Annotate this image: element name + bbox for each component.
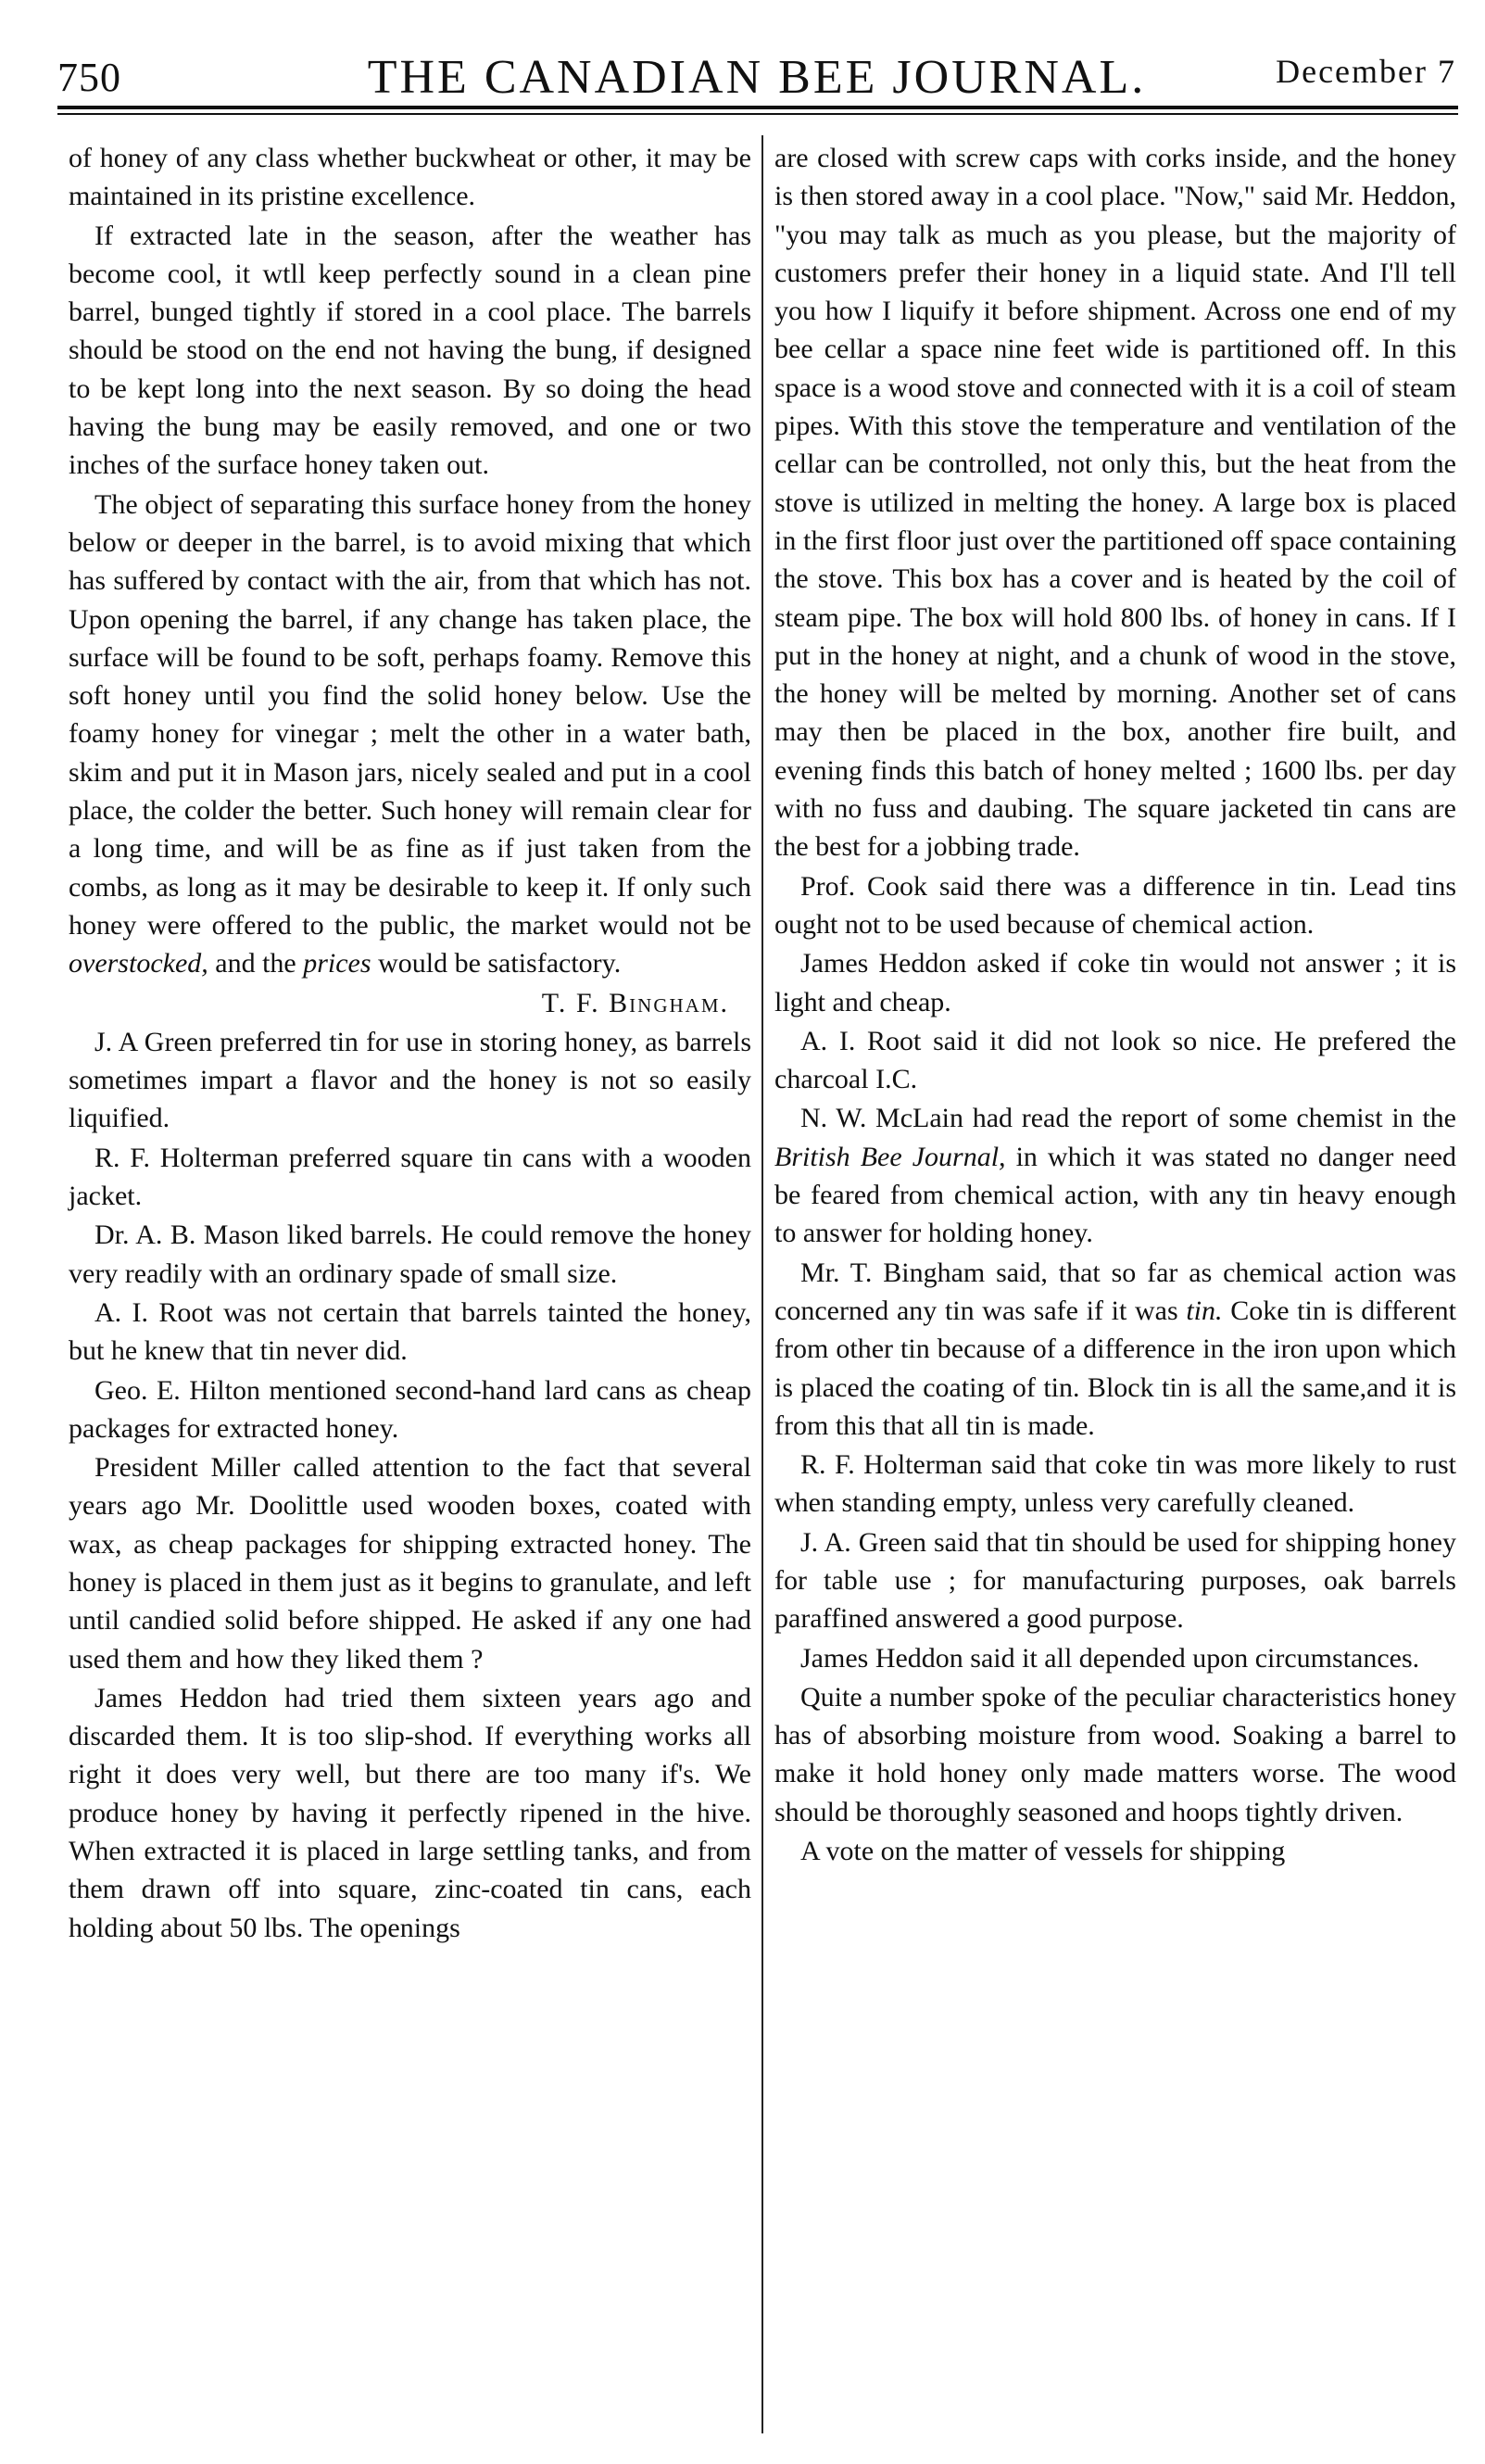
paragraph: President Miller called attention to the fact that several years ago Mr. Doolittle used wooden boxes, coated with wax, as cheap packages for shipping extracted honey. The honey is placed in them just as it begins to granulate, and left until candied solid before shipped. He asked if any one had used them and how they liked them ? [69, 1452, 751, 1674]
paragraph-text: N. W. McLain had read the report of some chemist in the [800, 1103, 1456, 1134]
paragraph-text: Mr. T. Bingham said, that so far as chemical action was concerned any tin was safe if it was [774, 1257, 1456, 1326]
paragraph: are closed with screw caps with corks inside, and the honey is then stored away in a cool place. "Now," said Mr. Heddon, "you may talk as much as you please, but the majority of customers prefer their honey in a liquid state. And I'll tell you how I liquify it before shipment. Across one end of my bee cellar a space nine feet wide is partitioned off. In this space is a wood stove and connected with it is a coil of steam pipes. With this stove the temperature and ventilation of the cellar can be controlled, not only this, but the heat from the stove is utilized in melting the honey. A large box is placed in the first floor just over the partitioned off space containing the stove. This box has a cover and is heated by the coil of steam pipe. The box will hold 800 lbs. of honey in cans. If I put in the honey at night, and a chunk of wood in the stove, the honey will be melted by morning. Another set of cans may then be placed in the box, another fire built, and evening finds this batch of honey melted ; 1600 lbs. per day with no fuss and daubing. The square jacketed tin cans are the best for a jobbing trade. [774, 143, 1456, 863]
paragraph: R. F. Holterman preferred square tin cans with a wooden jacket. [69, 1142, 751, 1212]
column-divider [761, 135, 763, 2433]
author-signature: T. F. Bingham. [541, 987, 729, 1018]
paragraph: A vote on the matter of vessels for shipping [800, 1836, 1286, 1867]
paragraph: J. A Green preferred tin for use in storing honey, as barrels sometimes impart a flavor and the honey is not so easily liquified. [69, 1026, 751, 1134]
header-rule-thin [57, 113, 1458, 115]
page-header [57, 44, 1456, 109]
paragraph-text: and the [208, 948, 304, 979]
paragraph: J. A. Green said that tin should be used for shipping honey for table use ; for manufacturing purposes, oak barrels paraffined answered a good purpose. [774, 1526, 1456, 1635]
paragraph: of honey of any class whether buckwheat or other, it may be maintained in its pristine excellence. [69, 143, 751, 212]
emphasis-text: prices [303, 948, 371, 979]
header-rule-thick [57, 106, 1458, 109]
issue-date: December 7 [1276, 53, 1456, 90]
emphasis-text: overstocked, [69, 948, 208, 979]
paragraph: James Heddon asked if coke tin would not answer ; it is light and cheap. [774, 948, 1456, 1017]
paragraph: Prof. Cook said there was a difference in tin. Lead tins ought not to be used because of chemical action. [774, 870, 1456, 940]
paragraph [774, 1254, 1456, 1445]
paragraph-text: in which it was stated no danger need be feared from chemical action, with any tin heavy enough to answer for holding honey. [774, 1141, 1456, 1249]
journal-title: THE CANADIAN BEE JOURNAL. [367, 51, 1147, 104]
emphasis-text: British Bee Journal, [774, 1141, 1006, 1172]
paragraph: James Heddon had tried them sixteen years ago and discarded them. It is too slip-shod. If everything works all right it does very well, but there are too many if's. We produce honey by having it perfectly ripened in the hive. When extracted it is placed in large settling tanks, and from them drawn off into square, zinc-coated tin cans, each holding about 50 lbs. The openings [69, 1682, 751, 1943]
paragraph: If extracted late in the season, after the weather has become cool, it wtll keep perfectly sound in a clean pine barrel, bunged tightly if stored in a cool place. The barrels should be stood on the end not having the bung, if designed to be kept long into the next season. By so doing the head having the bung may be easily removed, and one or two inches of the surface honey taken out. [69, 220, 751, 481]
paragraph: A. I. Root was not certain that barrels tainted the honey, but he knew that tin never did. [69, 1296, 751, 1367]
emphasis-text: tin. [1186, 1295, 1223, 1326]
paragraph: Dr. A. B. Mason liked barrels. He could remove the honey very readily with an ordinary spade of small size. [69, 1219, 751, 1289]
right-column [774, 139, 1456, 1871]
paragraph: A. I. Root said it did not look so nice. He prefered the charcoal I.C. [774, 1025, 1456, 1095]
paragraph: James Heddon said it all depended upon circumstances. [800, 1642, 1420, 1674]
page-number: 750 [57, 55, 121, 100]
paragraph: Geo. E. Hilton mentioned second-hand lard cans as cheap packages for extracted honey. [69, 1374, 751, 1444]
paragraph: R. F. Holterman said that coke tin was more likely to rust when standing empty, unless very carefully cleaned. [774, 1449, 1456, 1519]
paragraph [69, 486, 751, 983]
paragraph-text: Coke tin is different from other tin because of a difference in the iron upon which is placed the coating of tin. Block tin is all the same,and it is from this that all tin is made. [774, 1295, 1456, 1441]
paragraph-text: The object of separating this surface honey from the honey below or deeper in the barrel, is to avoid mixing that which has suffered by contact with the air, from that which has not. Upon opening the barrel, if any change has taken place, the surface will be found to be soft, perhaps foamy. Remove this soft honey until you find the solid honey below. Use the foamy honey for vinegar ; melt the other in a water bath, skim and put it in Mason jars, nicely sealed and put in a cool place, the colder the better. Such honey will remain clear for a long time, and will be as fine as if just taken from the combs, as long as it may be desirable to keep it. If only such honey were offered to the public, the market would not be [69, 488, 751, 941]
paragraph-text: would be satisfactory. [371, 948, 622, 979]
left-column [69, 139, 751, 1948]
paragraph: Quite a number spoke of the peculiar characteristics honey has of absorbing moisture from wood. Soaking a barrel to make it hold honey only made matters worse. The wood should be thoroughly seasoned and hoops tightly driven. [774, 1681, 1456, 1827]
paragraph [774, 1099, 1456, 1252]
